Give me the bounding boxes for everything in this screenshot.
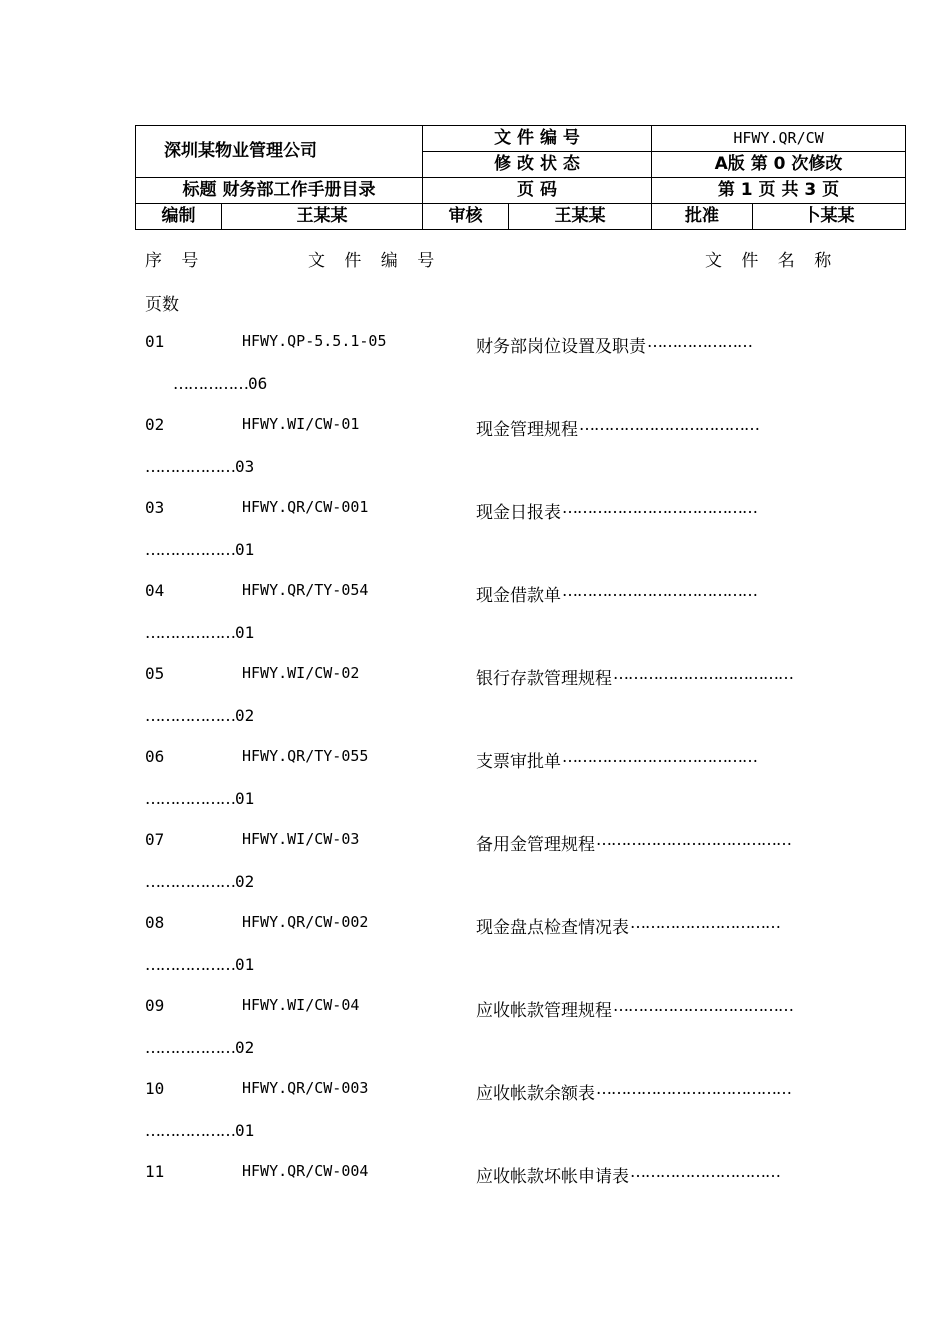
toc-entry	[0, 830, 950, 913]
entry-number: 05	[145, 664, 165, 683]
entry-number: 07	[145, 830, 165, 849]
document-title: 标题 财务部工作手册目录	[136, 178, 423, 204]
entry-page-leader: ………………	[145, 623, 235, 642]
entry-dot-leader: …………………………………	[562, 581, 757, 600]
toc-entry	[0, 747, 950, 830]
page-number-label: 页 码	[423, 178, 652, 204]
entry-number: 08	[145, 913, 165, 932]
entry-page-line	[145, 623, 254, 642]
reviewed-by-name: 王某某	[509, 204, 652, 230]
entry-doc-code: HFWY.QP-5.5.1-05	[242, 332, 387, 350]
entry-page-leader: ………………	[145, 1121, 235, 1140]
entry-page-leader: ………………	[145, 872, 235, 891]
entry-number: 06	[145, 747, 165, 766]
revision-status-label: 修 改 状 态	[423, 152, 652, 178]
toc-list	[0, 332, 950, 1245]
toc-entry	[0, 332, 950, 415]
entry-doc-code: HFWY.QR/TY-054	[242, 581, 369, 599]
entry-page-count: 01	[235, 1121, 255, 1140]
entry-doc-name: 银行存款管理规程	[476, 669, 612, 689]
entry-number: 04	[145, 581, 165, 600]
entry-page-leader: ………………	[145, 457, 235, 476]
approved-by-label: 批准	[652, 204, 753, 230]
doc-number-label: 文 件 编 号	[423, 126, 652, 152]
entry-page-count: 03	[235, 457, 255, 476]
reviewed-by-label: 审核	[423, 204, 509, 230]
entry-page-line	[145, 706, 254, 725]
entry-doc-name: 支票审批单	[476, 752, 561, 772]
entry-page-count: 01	[235, 623, 255, 642]
entry-dot-leader: …………………………………	[596, 1079, 791, 1098]
entry-page-count: 06	[248, 374, 268, 393]
entry-doc-code: HFWY.WI/CW-03	[242, 830, 360, 848]
entry-dot-leader: …………………………	[630, 1162, 780, 1181]
entry-dot-leader: …………………	[647, 332, 752, 351]
entry-dot-leader: …………………………………	[562, 747, 757, 766]
document-header-table	[135, 125, 906, 230]
entry-page-line	[173, 374, 267, 393]
entry-number: 02	[145, 415, 165, 434]
entry-doc-code: HFWY.WI/CW-01	[242, 415, 360, 433]
entry-page-line	[145, 540, 254, 559]
entry-dot-leader: ………………………………	[579, 415, 759, 434]
entry-page-count: 02	[235, 706, 255, 725]
entry-doc-code: HFWY.QR/CW-004	[242, 1162, 369, 1180]
entry-doc-name: 现金管理规程	[476, 420, 578, 440]
toc-entry	[0, 1079, 950, 1162]
entry-doc-code: HFWY.WI/CW-04	[242, 996, 360, 1014]
entry-number: 01	[145, 332, 165, 351]
entry-page-line	[145, 457, 254, 476]
entry-page-line	[145, 1121, 254, 1140]
entry-doc-name: 应收帐款管理规程	[476, 1001, 612, 1021]
entry-doc-code: HFWY.QR/CW-001	[242, 498, 369, 516]
column-header-name: 文 件 名 称	[705, 251, 839, 271]
compiled-by-label: 编制	[136, 204, 222, 230]
toc-entry	[0, 415, 950, 498]
entry-number: 03	[145, 498, 165, 517]
entry-number: 11	[145, 1162, 165, 1181]
entry-doc-name: 现金日报表	[476, 503, 561, 523]
entry-number: 10	[145, 1079, 165, 1098]
compiled-by-name: 王某某	[222, 204, 423, 230]
entry-doc-name: 现金借款单	[476, 586, 561, 606]
entry-page-leader: ………………	[145, 789, 235, 808]
column-header-seq: 序 号	[145, 251, 206, 271]
entry-doc-name: 财务部岗位设置及职责	[476, 337, 646, 357]
entry-page-line	[145, 955, 254, 974]
toc-entry	[0, 996, 950, 1079]
entry-number: 09	[145, 996, 165, 1015]
entry-page-leader: ………………	[145, 706, 235, 725]
entry-dot-leader: ………………………………	[613, 996, 793, 1015]
toc-entry	[0, 664, 950, 747]
entry-page-count: 02	[235, 872, 255, 891]
entry-dot-leader: …………………………………	[562, 498, 757, 517]
toc-entry	[0, 581, 950, 664]
entry-page-leader: ……………	[173, 374, 248, 393]
entry-doc-name: 应收帐款坏帐申请表	[476, 1167, 629, 1187]
entry-page-leader: ………………	[145, 1038, 235, 1057]
entry-dot-leader: ………………………………	[613, 664, 793, 683]
doc-number-value: HFWY.QR/CW	[652, 126, 906, 152]
entry-doc-code: HFWY.QR/TY-055	[242, 747, 369, 765]
company-name: 深圳某物业管理公司	[136, 126, 423, 178]
entry-dot-leader: …………………………	[630, 913, 780, 932]
entry-page-count: 01	[235, 789, 255, 808]
entry-page-line	[145, 872, 254, 891]
toc-entry	[0, 913, 950, 996]
entry-page-leader: ………………	[145, 955, 235, 974]
entry-page-line	[145, 789, 254, 808]
entry-page-count: 01	[235, 540, 255, 559]
entry-page-line	[145, 1038, 254, 1057]
entry-doc-code: HFWY.QR/CW-002	[242, 913, 369, 931]
entry-page-count: 02	[235, 1038, 255, 1057]
entry-doc-code: HFWY.QR/CW-003	[242, 1079, 369, 1097]
entry-doc-name: 应收帐款余额表	[476, 1084, 595, 1104]
column-header-code: 文 件 编 号	[308, 251, 442, 271]
toc-entry	[0, 498, 950, 581]
revision-status-value: A版 第 0 次修改	[652, 152, 906, 178]
entry-page-leader: ………………	[145, 540, 235, 559]
entry-doc-name: 现金盘点检查情况表	[476, 918, 629, 938]
toc-entry	[0, 1162, 950, 1245]
column-header-pages: 页数	[145, 295, 179, 315]
entry-doc-name: 备用金管理规程	[476, 835, 595, 855]
entry-page-count: 01	[235, 955, 255, 974]
entry-doc-code: HFWY.WI/CW-02	[242, 664, 360, 682]
page-number-value: 第 1 页 共 3 页	[652, 178, 906, 204]
entry-dot-leader: …………………………………	[596, 830, 791, 849]
approved-by-name: 卜某某	[753, 204, 906, 230]
